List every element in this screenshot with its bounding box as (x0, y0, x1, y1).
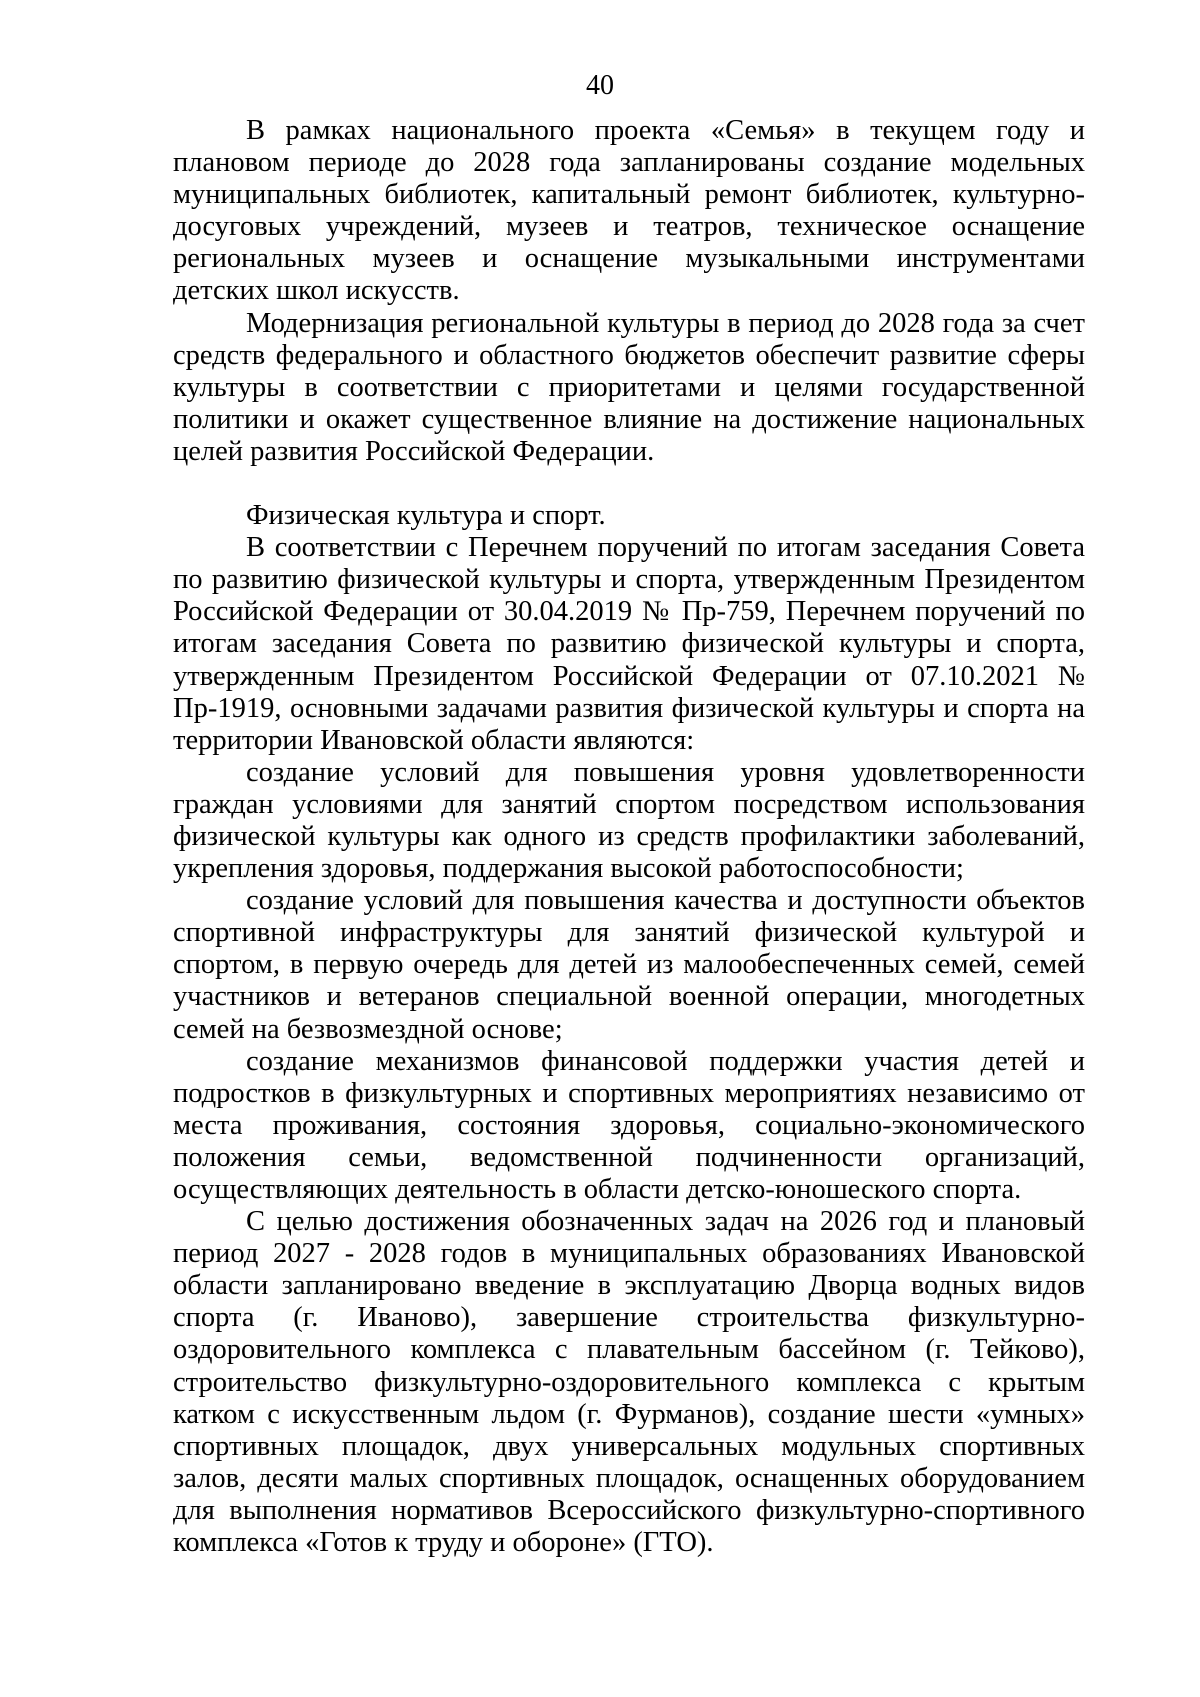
section-heading-sport: Физическая культура и спорт. (246, 500, 606, 532)
paragraph-planned-facilities: С целью достижения обозначенных задач на 2026 год и плановый период 2027 - 2028 годов в муниципальных образованиях Ивановской области запланировано введение в эксплуатацию Дворца водных видов спорта (г. Иваново), завершение строительства физкультурно-оздоровительного комплекса с плавательным бассейном (г. Тейково), строительство физкультурно-оздоровительного комплекса с крытым катком с искусственным льдом (г. Фурманов), создание шести «умных» спортивных площадок, двух универсальных модульных спортивных залов, десяти малых спортивных площадок, оснащенных оборудованием для выполнения нормативов Всероссийского физкультурно-спортивного комплекса «Готов к труду и обороне» (ГТО). (173, 1206, 1085, 1559)
list-item-satisfaction: создание условий для повышения уровня удовлетворенности граждан условиями для занятий спортом посредством использования физической культуры как одного из средств профилактики заболеваний, укрепления здоровья, поддержания высокой работоспособности; (173, 756, 1085, 885)
page-number: 40 (586, 70, 614, 101)
paragraph-sport-tasks-intro: В соответствии с Перечнем поручений по итогам заседания Совета по развитию физической культуры и спорта, утвержденным Президентом Российской Федерации от 30.04.2019 № Пр-759, Перечнем поручений по итогам заседания Совета по развитию физической культуры и спорта, утвержденным Президентом Российской Федерации от 07.10.2021 № Пр-1919, основными задачами развития физической культуры и спорта на территории Ивановской области являются: (173, 532, 1085, 756)
list-item-infrastructure: создание условий для повышения качества и доступности объектов спортивной инфраструктуры для занятий физической культурой и спортом, в первую очередь для детей из малообеспеченных семей, семей участников и ветеранов специальной военной операции, многодетных семей на безвозмездной основе; (173, 885, 1085, 1045)
list-item-financial-support: создание механизмов финансовой поддержки участия детей и подростков в физкультурных и спортивных мероприятиях независимо от места проживания, состояния здоровья, социально-экономического положения семьи, ведомственной подчиненности организаций, осуществляющих деятельность в области детско-юношеского спорта. (173, 1045, 1085, 1205)
paragraph-spacer (173, 468, 1085, 500)
paragraph-family-project: В рамках национального проекта «Семья» в текущем году и плановом периоде до 2028 года запланированы создание модельных муниципальных библиотек, капитальный ремонт библиотек, культурно-досуговых учреждений, музеев и театров, техническое оснащение региональных музеев и оснащение музыкальными инструментами детских школ искусств. (173, 115, 1085, 307)
document-body (173, 115, 1085, 1559)
paragraph-culture-modernization: Модернизация региональной культуры в период до 2028 года за счет средств федерального и областного бюджетов обеспечит развитие сферы культуры в соответствии с приоритетами и целями государственной политики и окажет существенное влияние на достижение национальных целей развития Российской Федерации. (173, 307, 1085, 467)
